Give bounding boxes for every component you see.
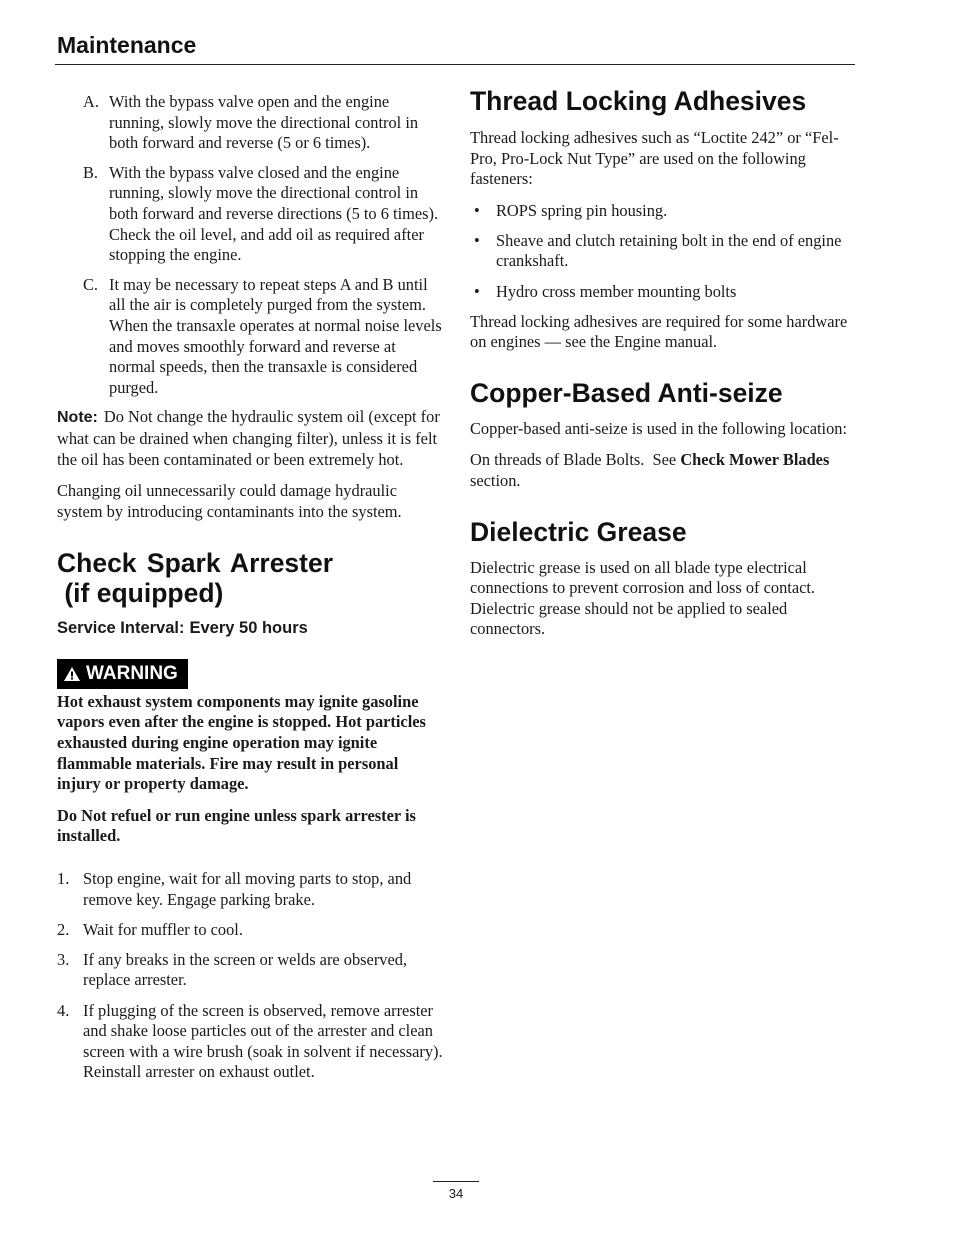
location-suffix: section.	[470, 471, 521, 491]
list-marker: A.	[83, 92, 99, 111]
list-marker: 3.	[57, 949, 70, 969]
list-item	[57, 869, 445, 910]
footer-divider	[433, 1181, 479, 1182]
copper-anti-seize-heading: Copper-Based Anti-seize	[470, 377, 783, 408]
warning-badge	[57, 659, 188, 689]
list-item	[470, 282, 860, 303]
list-item-text: Wait for muffler to cool.	[83, 919, 243, 939]
bullet-icon: •	[474, 281, 480, 301]
service-interval-label: Service Interval:	[57, 619, 185, 638]
dielectric-grease-heading: Dielectric Grease	[470, 516, 687, 547]
note-paragraph	[57, 407, 445, 470]
list-marker: 4.	[57, 1000, 70, 1020]
list-item	[57, 1001, 445, 1083]
bullet-icon: •	[474, 230, 480, 250]
spark-arrester-heading	[57, 548, 445, 608]
service-interval-value: Every 50 hours	[189, 619, 308, 638]
right-column	[470, 86, 860, 651]
copper-anti-seize-intro: Copper-based anti-seize is used in the following location:	[470, 418, 848, 438]
list-item	[470, 201, 860, 222]
list-item	[83, 275, 445, 399]
list-item-text: With the bypass valve closed and the engine running, slowly move the directional control in both forward and reverse directions (5 to 6 times). Check the oil level, and add oil as required after stopping the engine.	[109, 162, 439, 265]
list-item-text: If plugging of the screen is observed, remove arrester and shake loose particles out of the arrester and clean screen with a wire brush (soak in solvent if necessary). Reinstall arrester on exhaust outlet.	[83, 1000, 443, 1082]
heading-line-2: (if equipped)	[57, 578, 224, 609]
left-column	[57, 92, 445, 1092]
list-item	[83, 92, 445, 154]
thread-locking-outro: Thread locking adhesives are required for some hardware on engines — see the Engine manual.	[470, 311, 848, 352]
service-interval	[57, 618, 445, 639]
list-item-text: Sheave and clutch retaining bolt in the end of engine crankshaft.	[496, 230, 842, 271]
list-item-text: Stop engine, wait for all moving parts to stop, and remove key. Engage parking brake.	[83, 869, 412, 909]
list-item	[57, 950, 445, 991]
warning-label: WARNING	[86, 662, 178, 684]
list-item-text: If any breaks in the screen or welds are observed, replace arrester.	[83, 949, 408, 990]
list-item-text: ROPS spring pin housing.	[496, 200, 668, 220]
list-item	[83, 163, 445, 266]
header-divider	[55, 64, 855, 65]
bullet-icon: •	[474, 200, 480, 220]
cross-reference-link[interactable]: Check Mower Blades	[680, 450, 830, 470]
location-prefix: On threads of Blade Bolts. See	[470, 450, 681, 470]
note-text: Do Not change the hydraulic system oil (except for what can be drained when changing filter), unless it is felt the oil has been contaminated or been extremely hot.	[57, 407, 440, 469]
fastener-bullet-list	[470, 201, 860, 302]
page-number: 34	[448, 1186, 464, 1201]
heading-line-1: Check Spark Arrester	[57, 548, 334, 579]
list-item	[470, 231, 860, 272]
spark-arrester-steps	[57, 869, 445, 1083]
warning-text-secondary: Do Not refuel or run engine unless spark arrester is installed.	[57, 805, 416, 846]
note-followup: Changing oil unnecessarily could damage hydraulic system by introducing contaminants into the system.	[57, 481, 402, 521]
list-marker: 2.	[57, 919, 70, 939]
thread-locking-heading: Thread Locking Adhesives	[470, 86, 807, 116]
list-item-text: Hydro cross member mounting bolts	[496, 281, 737, 301]
warning-triangle-icon	[63, 666, 81, 682]
list-item-text: With the bypass valve open and the engine running, slowly move the directional control in both forward and reverse (5 or 6 times).	[109, 92, 419, 153]
list-marker: 1.	[57, 869, 70, 889]
list-marker: B.	[83, 162, 99, 182]
list-marker: C.	[83, 274, 99, 294]
thread-locking-intro: Thread locking adhesives such as “Loctite 242” or “Fel-Pro, Pro-Lock Nut Type” are used on the following fasteners:	[470, 128, 839, 189]
list-item-text: It may be necessary to repeat steps A and B until all the air is completely purged from the system. When the transaxle operates at normal noise levels and moves smoothly forward and reverse at normal speeds, then the transaxle is considered purged.	[109, 274, 442, 397]
warning-text: Hot exhaust system components may ignite gasoline vapors even after the engine is stopped. Hot particles exhausted during engine operation may ignite flammable materials. Fire may result in personal injury or property damage.	[57, 691, 426, 794]
note-label: Note:	[57, 409, 98, 427]
dielectric-grease-text: Dielectric grease is used on all blade type electrical connections to prevent corrosion and loss of contact. Dielectric grease should not be applied to sealed connectors.	[470, 557, 816, 639]
section-header: Maintenance	[57, 32, 197, 58]
list-item	[57, 920, 445, 941]
copper-anti-seize-location	[470, 450, 860, 491]
lettered-steps-list	[83, 92, 445, 398]
